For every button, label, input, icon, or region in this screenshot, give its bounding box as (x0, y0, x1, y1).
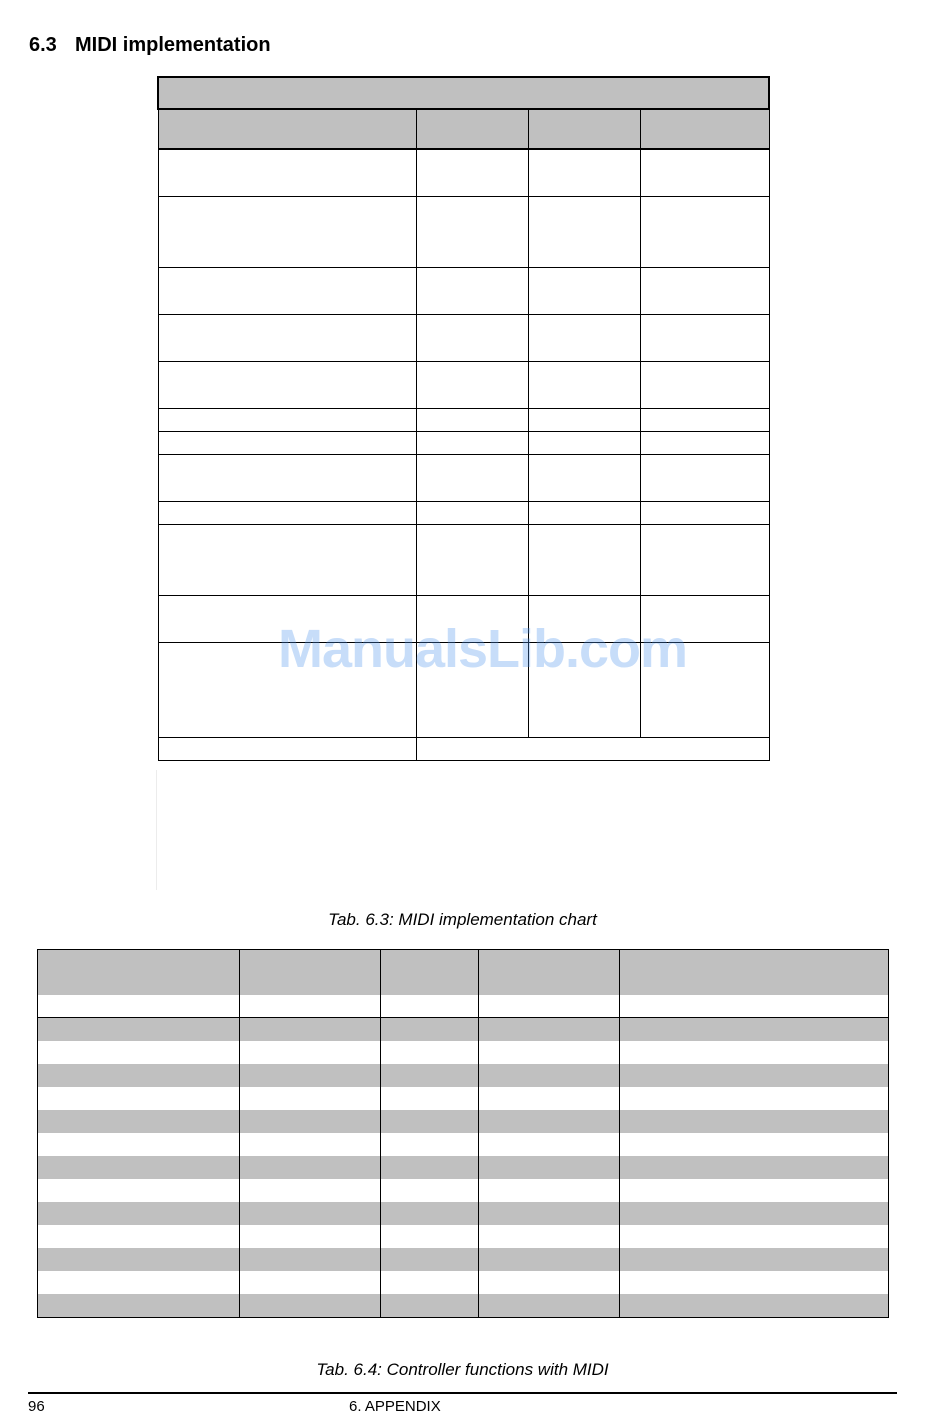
controller-functions-table (37, 949, 889, 1318)
table-6-4-caption: Tab. 6.4: Controller functions with MIDI (316, 1360, 609, 1379)
footer-page-number: 96 (28, 1398, 45, 1415)
chart-row (158, 197, 769, 268)
footer-divider (28, 1392, 897, 1394)
chart-row (158, 455, 769, 502)
controller-row (38, 1248, 889, 1271)
chart-row (158, 409, 769, 432)
chart-header-row (158, 109, 769, 149)
watermark: ManualsLib.com (277, 619, 688, 679)
controller-subheader-row (38, 995, 889, 1018)
chart-row (158, 362, 769, 409)
chart-row (158, 432, 769, 455)
chart-row (158, 149, 769, 197)
table-6-3-caption: Tab. 6.3: MIDI implementation chart (328, 910, 597, 929)
chart-row (158, 268, 769, 315)
chart-footnote-margin (156, 770, 157, 890)
controller-row (38, 1156, 889, 1179)
controller-row (38, 1225, 889, 1248)
controller-row (38, 1018, 889, 1042)
controller-row (38, 1087, 889, 1110)
controller-row (38, 1294, 889, 1318)
chart-row (158, 525, 769, 596)
controller-row (38, 1133, 889, 1156)
chart-title-row (158, 77, 769, 109)
controller-row (38, 1041, 889, 1064)
chart-row (158, 315, 769, 362)
section-heading (29, 34, 271, 57)
section-number: 6.3 (29, 34, 57, 56)
controller-row (38, 1064, 889, 1087)
controller-row (38, 1179, 889, 1202)
section-title: MIDI implementation (75, 34, 271, 56)
chart-notes-row (158, 738, 769, 761)
chart-row (158, 502, 769, 525)
controller-header-row (38, 950, 889, 996)
controller-row (38, 1271, 889, 1294)
controller-row (38, 1110, 889, 1133)
controller-row (38, 1202, 889, 1225)
footer-section-label: 6. APPENDIX (349, 1398, 441, 1415)
